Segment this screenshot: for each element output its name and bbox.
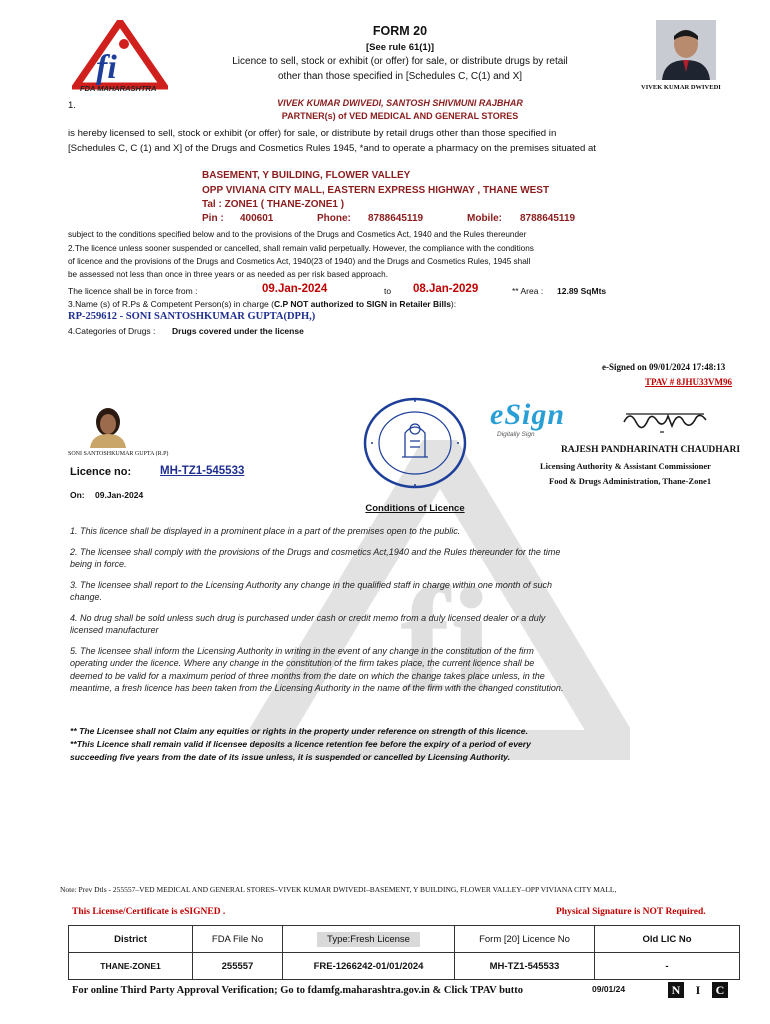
- esign-logo-text: eSign: [490, 398, 566, 431]
- condition-item-5: 5. The licensee shall inform the Licensing Authority in writing in the event of any change in the constitution of the firm operating under the licence. Where any change in the constitution of the firm takes place, the current licence shall be deemed to be valid for a maximum period of three months from the date on which the change takes place unless, in the meantime, a fresh licence has been taken from the Licensing Authority in the name of the firm with the changed constitution.: [70, 645, 564, 693]
- validity-line1: 2.The licence unless sooner suspended or cancelled, shall remain valid perpetually. However, the compliance with the conditions: [68, 244, 534, 253]
- licensee-photo-caption: VIVEK KUMAR DWIVEDI: [641, 84, 721, 91]
- to-label: to: [384, 286, 392, 296]
- address-line1: BASEMENT, Y BUILDING, FLOWER VALLEY: [202, 170, 411, 181]
- header-type: [283, 926, 455, 953]
- header-fda-file-no: FDA File No: [193, 926, 283, 953]
- value-type: FRE-1266242-01/01/2024: [283, 953, 455, 980]
- condition-item-1: 1. This licence shall be displayed in a prominent place in a part of the premises open to the public.: [70, 526, 461, 536]
- tpav-code: TPAV # 8JHU33VM96: [645, 377, 733, 387]
- validity-line3: be assessed not less than once in three years or as needed as per risk based approach.: [68, 270, 388, 279]
- rp-photo-caption: SONI SANTOSHKUMAR GUPTA (R.P): [68, 451, 169, 457]
- note-no-equity: ** The Licensee shall not Claim any equities or rights in the property under reference on strength of this licence.: [70, 726, 528, 736]
- note-retention-fee-line1: **This Licence shall remain valid if licensee deposits a licence retention fee before the expiry of a period of every: [70, 739, 531, 749]
- rp-photo: [84, 404, 132, 448]
- firm-name: PARTNER(s) of VED MEDICAL AND GENERAL STORES: [281, 111, 519, 121]
- nic-letter-i: I: [695, 983, 701, 997]
- logo-caption: FDA MAHARASHTRA: [80, 84, 157, 93]
- condition-item-3: 3. The licensee shall report to the Licensing Authority any change in the qualified staff in charge within one month of such change.: [70, 579, 552, 602]
- digitally-sign-caption: Digitally Sign: [497, 431, 535, 438]
- licence-issue-date: 09.Jan-2024: [95, 490, 144, 500]
- rp-name: RP-259612 - SONI SANTOSHKUMAR GUPTA(DPH,): [68, 311, 316, 322]
- header-old-lic-no: Old LIC No: [595, 926, 740, 953]
- authority-title: Licensing Authority & Assistant Commissioner: [540, 461, 711, 471]
- conditions-heading: Conditions of Licence: [365, 503, 465, 514]
- licence-intro-line1: is hereby licensed to sell, stock or exhibit (or offer) for sale, or distribute by retail drugs other than those specified in: [68, 128, 557, 139]
- previous-details-note: Note: Prev Dtls - 255557–VED MEDICAL AND GENERAL STORES–VIVEK KUMAR DWIVEDI–BASEMENT, Y BUILDING, FLOWER VALLEY–OPP VIVIANA CITY MALL,: [60, 885, 617, 894]
- licence-on-label: On:: [70, 490, 85, 500]
- valid-from-date: 09.Jan-2024: [262, 283, 328, 295]
- item-number: 1.: [68, 100, 76, 111]
- valid-to-date: 08.Jan-2029: [413, 283, 479, 295]
- value-fda-file-no: 255557: [193, 953, 283, 980]
- tpav-verification-note: For online Third Party Approval Verification; Go to fdamfg.maharashtra.gov.in & Click TPAV butto: [72, 985, 524, 996]
- rp-heading-end: ):: [450, 299, 457, 309]
- svg-text:fi: fi: [96, 49, 117, 86]
- authority-name: RAJESH PANDHARINATH CHAUDHARI: [561, 445, 741, 455]
- header-district: District: [69, 926, 193, 953]
- esign-logo: [490, 398, 565, 432]
- phone-label: Phone:: [317, 213, 351, 224]
- value-district: THANE-ZONE1: [69, 953, 193, 980]
- phone-value: 8788645119: [368, 213, 424, 224]
- table-header-row: [69, 926, 740, 953]
- value-licence-no: MH-TZ1-545533: [455, 953, 595, 980]
- force-label: The licence shall be in force from :: [68, 286, 198, 296]
- note-retention-fee-line2: succeeding five years from the date of its issue unless, it is suspended or cancelled by Licensing Authority.: [70, 752, 511, 762]
- rp-heading-warning: C.P NOT authorized to SIGN in Retailer Bills: [273, 299, 451, 309]
- form-title: FORM 20: [372, 24, 428, 38]
- rp-heading-label: 3.Name (s) of R.Ps & Competent Person(s) in charge (: [68, 299, 274, 309]
- area-label: ** Area :: [512, 286, 544, 296]
- form-subtitle-line2: other than those specified in [Schedules C, C(1) and X]: [277, 71, 523, 82]
- licence-summary-table: [68, 925, 740, 980]
- header-type-label: Type:Fresh License: [317, 932, 420, 947]
- form-subtitle-line1: Licence to sell, stock or exhibit (or offer) for sale, or distribute drugs by retail: [232, 56, 568, 67]
- condition-item-4: 4. No drug shall be sold unless such drug is purchased under cash or credit memo from a duly licensed dealer or a duly licensed manufacturer: [70, 612, 546, 635]
- esigned-notice: This License/Certificate is eSIGNED .: [72, 907, 226, 917]
- official-seal-icon: [360, 395, 470, 491]
- nic-logo: [668, 981, 738, 999]
- licence-number: MH-TZ1-545533: [160, 465, 245, 477]
- esigned-timestamp: e-Signed on 09/01/2024 17:48:13: [602, 362, 726, 372]
- condition-item-2: 2. The licensee shall comply with the provisions of the Drugs and cosmetics Act,1940 and the Rules thereunder for the time being in force.: [70, 546, 561, 569]
- subject-to-conditions: subject to the conditions specified below and to the provisions of the Drugs and Cosmetics Act, 1940 and the Rules thereunder: [68, 230, 527, 239]
- address-taluka: Tal : ZONE1 ( THANE-ZONE1 ): [202, 199, 345, 210]
- address-line2: OPP VIVIANA CITY MALL, EASTERN EXPRESS HIGHWAY , THANE WEST: [202, 185, 550, 196]
- physical-signature-notice: Physical Signature is NOT Required.: [556, 907, 706, 917]
- rule-reference: [See rule 61(1)]: [365, 42, 435, 53]
- authority-office: Food & Drugs Administration, Thane-Zone1: [549, 476, 712, 486]
- conditions-list: [70, 525, 564, 703]
- validity-line2: of licence and the provisions of the Drugs and Cosmetics Act, 1940(23 of 1940) and the Drugs and Cosmetics Rules, 1945 shall: [68, 257, 531, 266]
- value-old-lic-no: -: [595, 953, 740, 980]
- licensee-names: VIVEK KUMAR DWIVEDI, SANTOSH SHIVMUNI RAJBHAR: [277, 98, 523, 108]
- pin-value: 400601: [240, 213, 274, 224]
- footer-date: 09/01/24: [592, 984, 626, 994]
- nic-letter-n: N: [668, 982, 684, 998]
- licence-intro-line2: [Schedules C, C (1) and X] of the Drugs and Cosmetics Rules 1945, *and to operate a pharmacy on the premises situated at: [68, 143, 596, 154]
- licence-no-label: Licence no:: [70, 466, 132, 478]
- table-value-row: [69, 953, 740, 980]
- licensee-photo: [656, 20, 716, 80]
- svg-text:fi: fi: [400, 557, 492, 723]
- rp-heading: [68, 299, 456, 309]
- drug-categories-label: 4.Categories of Drugs :: [68, 326, 156, 336]
- pin-label: Pin :: [202, 213, 224, 224]
- authority-signature: [620, 404, 710, 438]
- mobile-label: Mobile:: [467, 213, 502, 224]
- mobile-value: 8788645119: [520, 213, 576, 224]
- area-value: 12.89 SqMts: [557, 286, 607, 296]
- header-licence-no: Form [20] Licence No: [455, 926, 595, 953]
- drug-categories-value: Drugs covered under the license: [172, 326, 304, 336]
- nic-letter-c: C: [712, 982, 728, 998]
